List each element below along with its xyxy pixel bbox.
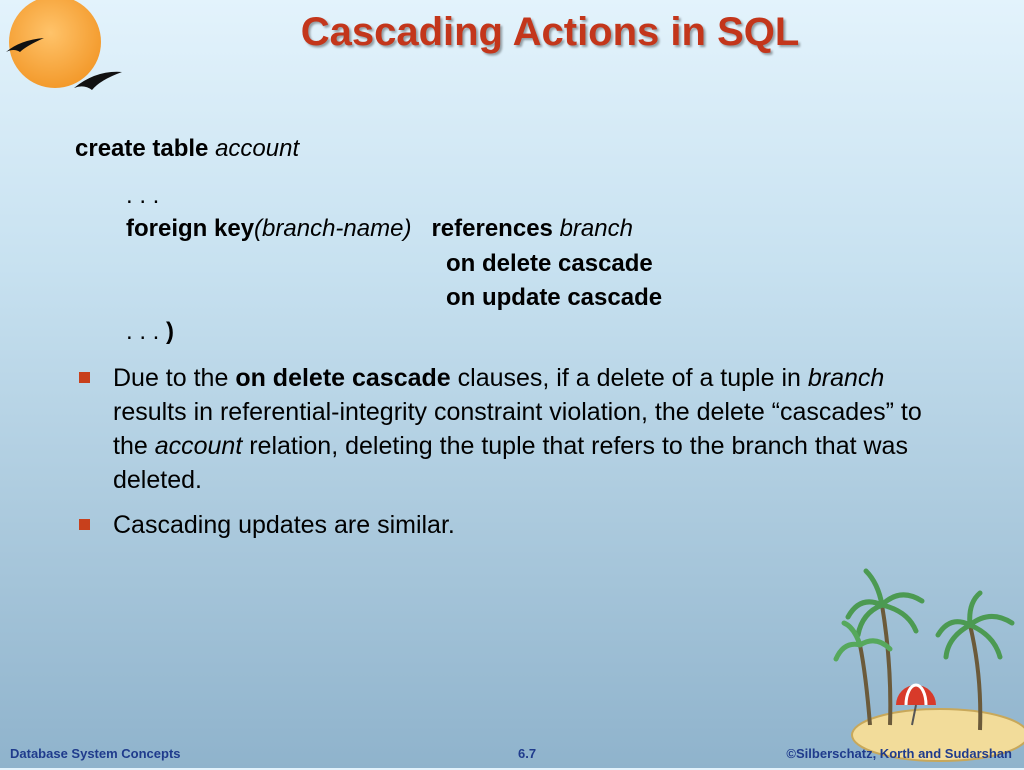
- bullet-1-part-g: relation, deleting the tuple that refers to the branch that was deleted.: [113, 432, 908, 494]
- closing-paren: ): [166, 318, 175, 345]
- bullet-marker: [79, 519, 90, 530]
- code-line-on-delete: on delete cascade: [446, 250, 653, 277]
- code-line-foreign-key: [126, 215, 633, 243]
- code-line-closing: [126, 318, 174, 346]
- bullet-1-account: account: [154, 432, 243, 460]
- keyword-foreign-key: foreign key: [126, 215, 255, 242]
- bullet-1-keyword: on delete cascade: [235, 364, 451, 392]
- bullet-1-text: [113, 361, 933, 497]
- code-line-on-update: on update cascade: [446, 284, 663, 311]
- palm-island-icon: [830, 565, 1024, 770]
- bullet-1-part-c: clauses, if a delete of a tuple in: [450, 364, 808, 392]
- footer-course: Database System Concepts: [10, 746, 181, 761]
- footer-copyright: ©Silberschatz, Korth and Sudarshan: [786, 746, 1012, 761]
- footer-page-number: 6.7: [518, 746, 537, 761]
- table-name: account: [215, 135, 300, 162]
- keyword-create-table: create table: [75, 135, 209, 162]
- slide-title: Cascading Actions in SQL: [300, 10, 800, 54]
- bullet-1-branch: branch: [807, 364, 885, 392]
- code-line-ellipsis-1: . . .: [126, 182, 160, 209]
- code-line-create-table: [75, 135, 299, 163]
- closing-ellipsis: . . .: [126, 318, 160, 345]
- bullet-1-part-a: Due to the: [113, 364, 236, 392]
- foreign-key-attribute: (branch-name): [254, 215, 412, 242]
- bullet-marker: [79, 372, 90, 383]
- keyword-references: references: [431, 215, 553, 242]
- bullet-2-text: Cascading updates are similar.: [113, 511, 455, 539]
- sun-birds-icon: [0, 0, 130, 105]
- bullet-1-part-e: results in referential-integrity constraint violation, the delete “cascades” to the: [113, 398, 922, 460]
- referenced-table: branch: [559, 215, 633, 242]
